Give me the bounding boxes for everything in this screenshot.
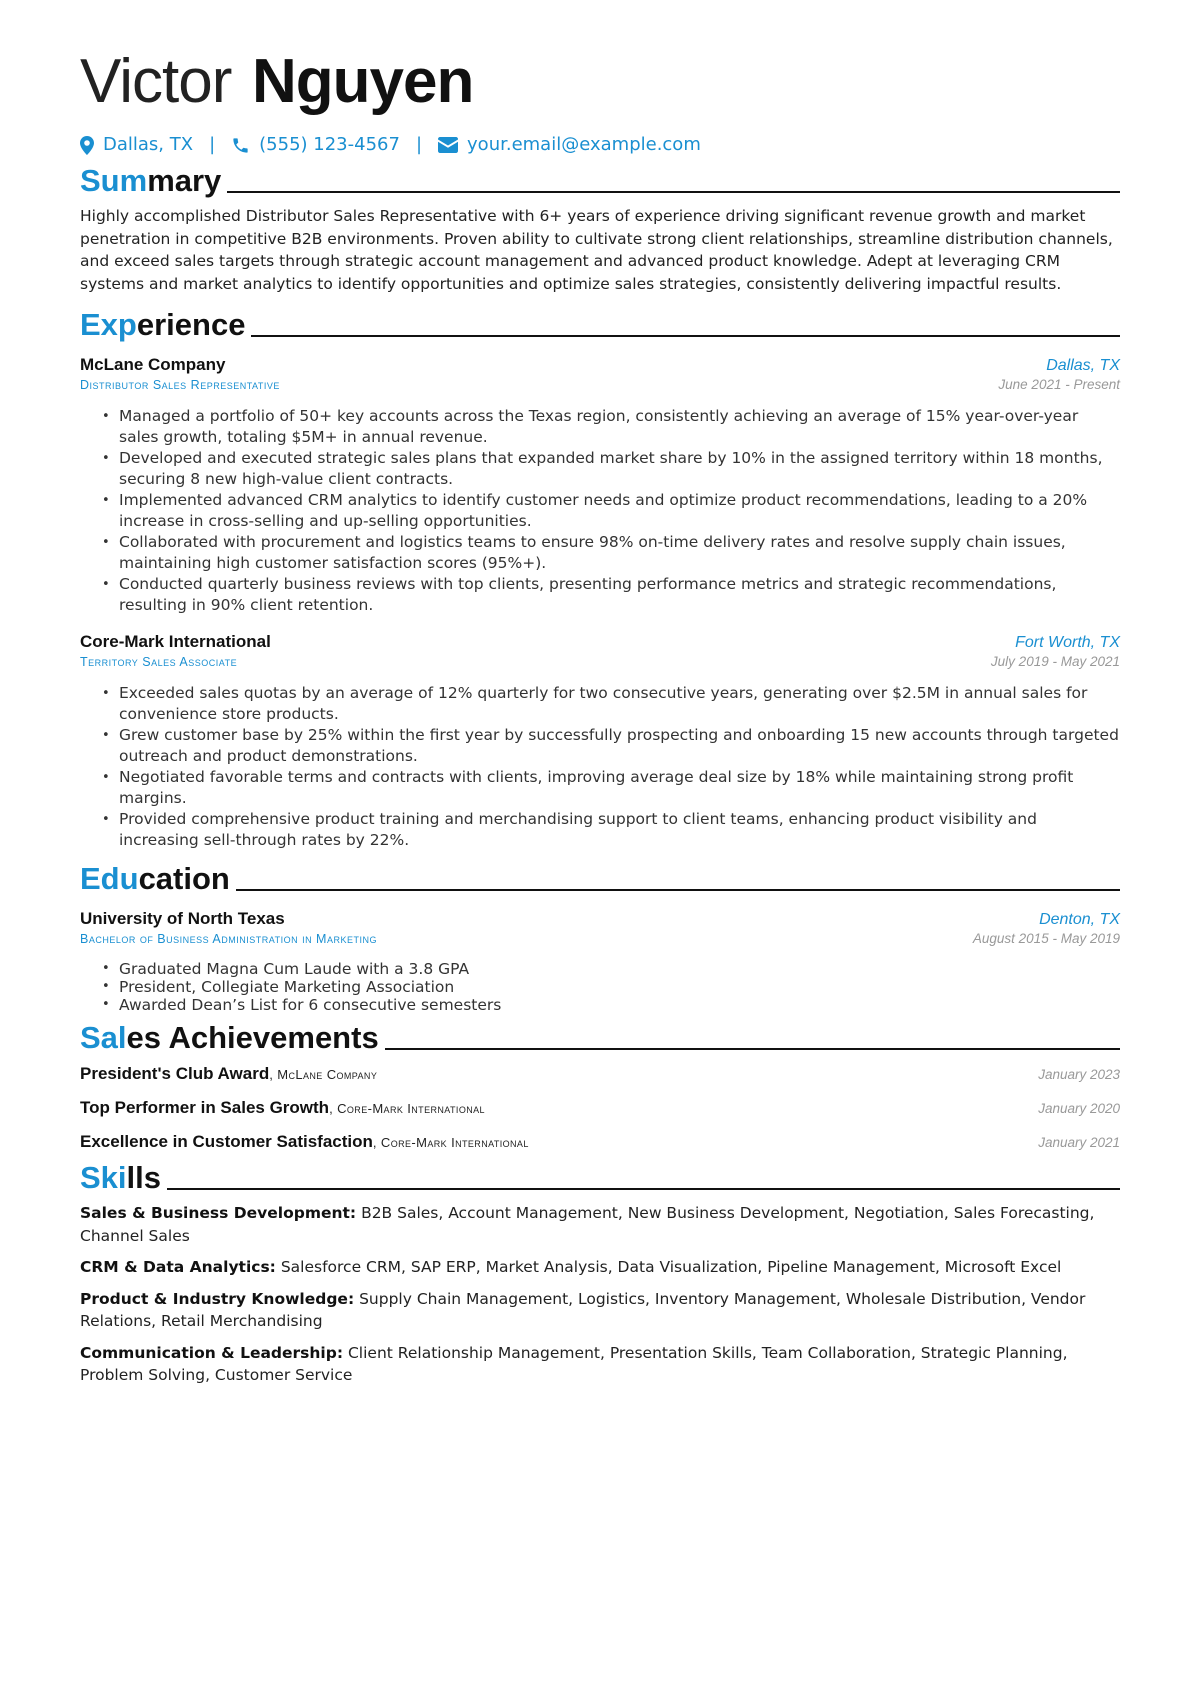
section-divider <box>167 1188 1120 1190</box>
job-bullets <box>80 683 1120 851</box>
job-location: Dallas, TX <box>1046 357 1120 374</box>
achievement-title: Top Performer in Sales Growth <box>80 1098 330 1117</box>
separator: | <box>415 134 423 155</box>
degree: Bachelor of Business Administration in Marketing <box>80 932 377 946</box>
candidate-name <box>80 44 1120 119</box>
heading-rest: mary <box>147 163 222 198</box>
skills-heading <box>80 1160 1120 1196</box>
job-entry <box>80 355 1120 616</box>
skill-row <box>80 1288 1120 1333</box>
skill-category: Product & Industry Knowledge: <box>80 1289 355 1308</box>
school-name: University of North Texas <box>80 909 285 928</box>
achievement-item: President's Club Award, McLane Company January 2023 <box>80 1064 1120 1083</box>
list-item: • Graduated Magna Cum Laude with a 3.8 GPA <box>102 960 1120 978</box>
heading-accent: Sal <box>80 1020 127 1055</box>
achievement-title: President's Club Award <box>80 1064 270 1083</box>
contact-phone[interactable] <box>231 133 400 157</box>
skill-values: Salesforce CRM, SAP ERP, Market Analysis, Data Visualization, Pipeline Management, Microsoft Excel <box>280 1258 1062 1276</box>
section-divider <box>227 191 1120 193</box>
achievement-date: January 2023 <box>1038 1067 1120 1082</box>
map-pin-icon <box>80 136 94 155</box>
list-item: • Implemented advanced CRM analytics to identify customer needs and optimize product recommendations, leading to a 20% increase in cross-selling and up-selling opportunities. <box>102 490 1120 532</box>
job-title: Territory Sales Associate <box>80 655 238 669</box>
skill-category: Sales & Business Development: <box>80 1204 357 1222</box>
contact-bar <box>80 133 1120 157</box>
achievement-org: McLane Company <box>277 1067 378 1082</box>
list-item: • Awarded Dean’s List for 6 consecutive semesters <box>102 996 1120 1014</box>
list-item: • Developed and executed strategic sales plans that expanded market share by 10% in the assigned territory within 18 months, securing 8 new high-value client contracts. <box>102 448 1120 490</box>
skill-values: Supply Chain Management, Logistics, Inventory Management, Wholesale Distribution, Vendor Relations, Retail Merchandising <box>80 1289 1086 1330</box>
heading-rest: cation <box>138 861 230 896</box>
skill-values: Client Relationship Management, Presentation Skills, Team Collaboration, Strategic Planning, Problem Solving, Customer Service <box>80 1343 1068 1384</box>
achievement-date: January 2021 <box>1038 1135 1120 1150</box>
skill-row <box>80 1342 1120 1387</box>
email-text: your.email@example.com <box>467 134 701 155</box>
heading-rest: es Achievements <box>126 1020 379 1055</box>
location-text: Dallas, TX <box>103 134 194 155</box>
section-divider <box>251 335 1120 337</box>
school-location: Denton, TX <box>1039 911 1120 928</box>
education-dates: August 2015 - May 2019 <box>972 931 1120 946</box>
job-title: Distributor Sales Representative <box>80 378 280 392</box>
separator: | <box>209 134 216 155</box>
company-name: Core-Mark International <box>80 632 271 651</box>
achievement-org: Core-Mark International <box>337 1101 485 1116</box>
company-name: McLane Company <box>80 355 226 374</box>
job-dates: June 2021 - Present <box>998 377 1120 392</box>
phone-icon <box>231 136 250 155</box>
skill-row <box>80 1256 1120 1279</box>
heading-accent: Edu <box>80 861 139 896</box>
skills-list <box>80 1202 1120 1387</box>
skill-values: B2B Sales, Account Management, New Business Development, Negotiation, Sales Forecasting, Channel Sales <box>80 1204 1095 1245</box>
job-location: Fort Worth, TX <box>1015 634 1120 651</box>
heading-accent: Exp <box>80 307 137 342</box>
contact-location <box>80 133 193 157</box>
education-entry <box>80 909 1120 1014</box>
job-bullets <box>80 406 1120 616</box>
achievement-item: Top Performer in Sales Growth, Core-Mark International January 2020 <box>80 1098 1120 1117</box>
list-item: • Collaborated with procurement and logistics teams to ensure 98% on-time delivery rates and resolve supply chain issues, maintaining high customer satisfaction scores (95%+). <box>102 532 1120 574</box>
list-item: • Provided comprehensive product training and merchandising support to client teams, enhancing product visibility and increasing sell-through rates by 22%. <box>102 809 1120 851</box>
achievement-title: Excellence in Customer Satisfaction <box>80 1132 373 1151</box>
heading-accent: Sum <box>80 163 148 198</box>
list-item: • Negotiated favorable terms and contracts with clients, improving average deal size by 18% while maintaining strong profit margins. <box>102 767 1120 809</box>
achievements-list <box>80 1064 1120 1152</box>
job-dates: July 2019 - May 2021 <box>990 654 1120 669</box>
first-name: Victor <box>80 47 232 116</box>
list-item: • President, Collegiate Marketing Association <box>102 978 1120 996</box>
last-name: Nguyen <box>251 47 474 116</box>
list-item: • Grew customer base by 25% within the first year by successfully prospecting and onboarding 15 new accounts through targeted outreach and product demonstrations. <box>102 725 1120 767</box>
section-divider <box>385 1048 1120 1050</box>
heading-accent: Ski <box>80 1160 127 1195</box>
summary-text: Highly accomplished Distributor Sales Representative with 6+ years of experience driving significant revenue growth and market penetration in competitive B2B environments. Proven ability to cultivate strong client relationships, streamline distribution channels, and exceed sales targets through strategic account management and advanced product knowledge. Adept at leveraging CRM systems and market analytics to identify opportunities and optimize sales strategies, consistently delivering impactful results. <box>80 207 1113 293</box>
phone-text: (555) 123-4567 <box>259 134 400 155</box>
job-entry <box>80 632 1120 851</box>
achievement-org: Core-Mark International <box>380 1135 529 1150</box>
section-divider <box>236 889 1120 891</box>
envelope-icon <box>438 137 458 153</box>
experience-heading <box>80 307 1120 343</box>
heading-rest: erience <box>136 307 246 342</box>
contact-email[interactable] <box>438 133 701 157</box>
achievements-heading <box>80 1020 1120 1056</box>
list-item: • Conducted quarterly business reviews with top clients, presenting performance metrics and strategic recommendations, resulting in 90% client retention. <box>102 574 1120 616</box>
heading-rest: lls <box>126 1160 161 1195</box>
summary-heading <box>80 163 1120 199</box>
achievement-date: January 2020 <box>1038 1101 1120 1116</box>
skill-row <box>80 1202 1120 1247</box>
skill-category: CRM & Data Analytics: <box>80 1258 276 1276</box>
education-heading <box>80 861 1120 897</box>
achievement-item: Excellence in Customer Satisfaction, Core-Mark International January 2021 <box>80 1132 1120 1151</box>
resume-page <box>80 44 1120 1387</box>
list-item: • Managed a portfolio of 50+ key accounts across the Texas region, consistently achieving an average of 15% year-over-year sales growth, totaling $5M+ in annual revenue. <box>102 406 1120 448</box>
list-item: • Exceeded sales quotas by an average of 12% quarterly for two consecutive years, generating over $2.5M in annual sales for convenience store products. <box>102 683 1120 725</box>
education-bullets <box>80 960 1120 1014</box>
skill-category: Communication & Leadership: <box>80 1343 344 1362</box>
